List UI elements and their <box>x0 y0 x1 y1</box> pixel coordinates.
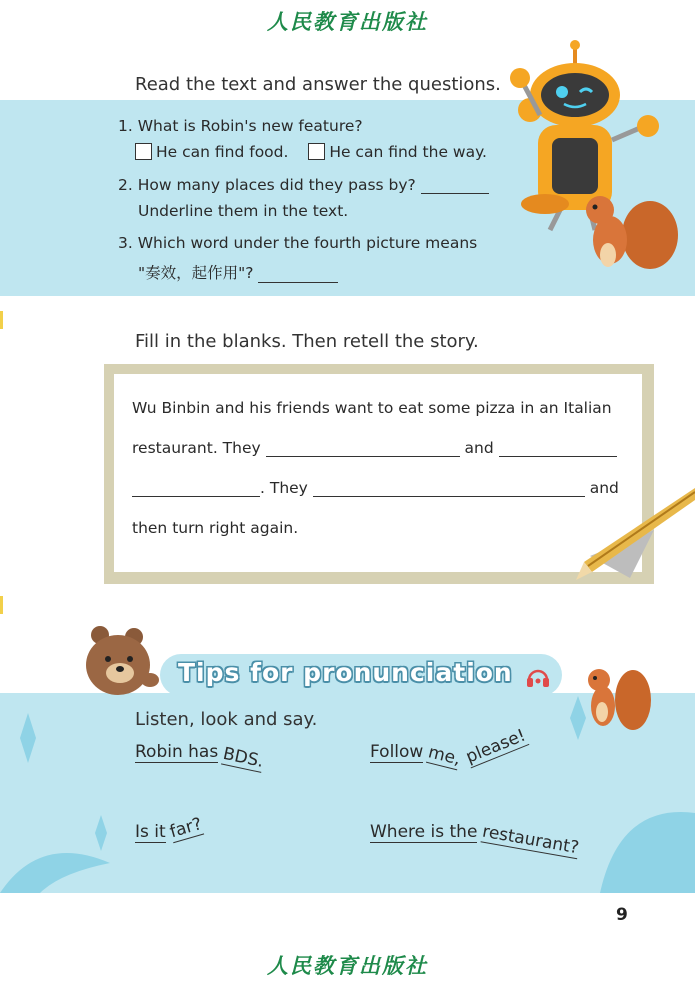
read-section-title: Read the text and answer the questions. <box>135 74 501 95</box>
publisher-header: 人民教育出版社 <box>267 9 428 34</box>
leaf-icon <box>600 812 695 893</box>
bear-icon <box>86 626 159 695</box>
edge-mark <box>0 311 3 329</box>
edge-mark <box>0 596 3 614</box>
robot-icon <box>510 40 659 230</box>
phrase-2-base: Follow <box>370 742 424 762</box>
squirrel-icon <box>588 669 651 730</box>
phrase-4 <box>370 821 581 859</box>
question-3-chinese: "奏效，起作用"? <box>138 264 254 282</box>
bear-illustration <box>80 625 160 700</box>
phrase-4-base: Where is the <box>370 822 478 842</box>
question-3: 3. Which word under the fourth picture means <box>118 234 478 252</box>
question-2 <box>118 176 489 194</box>
story-line-2 <box>132 439 617 457</box>
fill-section-title: Fill in the blanks. Then retell the story. <box>135 331 479 352</box>
story-blank-1[interactable] <box>266 442 460 457</box>
option-a-label: He can find food. <box>156 143 289 161</box>
story-line-2-mid: and <box>464 439 494 457</box>
option-b-label: He can find the way. <box>329 143 487 161</box>
question-3-line2 <box>138 261 338 283</box>
option-b-checkbox[interactable] <box>308 143 325 160</box>
phrase-1 <box>135 742 266 772</box>
phrase-2-mid: me, <box>425 742 463 770</box>
story-line-3-end: and <box>589 479 619 497</box>
leaf-icon <box>77 815 125 851</box>
phrase-3 <box>135 814 205 843</box>
phrase-1-base: Robin has <box>135 742 219 762</box>
question-2-answer-blank[interactable] <box>421 179 489 194</box>
story-line-3-mid: . They <box>260 479 308 497</box>
story-blank-2[interactable] <box>499 442 617 457</box>
squirrel-icon <box>586 196 678 269</box>
story-line-2-start: restaurant. They <box>132 439 261 457</box>
question-2-label: 2. How many places did they pass by? <box>118 176 416 194</box>
phrase-2 <box>370 725 529 770</box>
phrase-4-tail: restaurant? <box>480 821 581 859</box>
option-a-checkbox[interactable] <box>135 143 152 160</box>
squirrel-right-illustration <box>575 660 655 740</box>
headphones-icon[interactable] <box>525 664 551 690</box>
phrase-1-tail: BDS. <box>220 743 266 772</box>
story-blank-4[interactable] <box>313 482 585 497</box>
pencil-illustration <box>560 480 695 590</box>
question-2-line2: Underline them in the text. <box>138 202 349 220</box>
phrase-3-tail: far? <box>167 814 205 843</box>
question-1: 1. What is Robin's new feature? <box>118 117 363 135</box>
robot-squirrel-illustration <box>500 40 690 275</box>
story-line-4: then turn right again. <box>132 519 299 537</box>
tips-instruction: Listen, look and say. <box>135 709 318 730</box>
page-number: 9 <box>616 905 628 925</box>
story-blank-3[interactable] <box>132 482 260 497</box>
phrase-2-tail: please! <box>462 725 529 768</box>
story-line-1: Wu Binbin and his friends want to eat some pizza in an Italian <box>132 399 612 417</box>
question-3-answer-blank[interactable] <box>258 268 338 283</box>
question-1-options <box>135 143 487 161</box>
phrase-3-base: Is it <box>135 822 166 842</box>
leaf-icon <box>0 713 61 763</box>
publisher-footer: 人民教育出版社 <box>267 953 428 978</box>
leaf-icon <box>0 853 110 893</box>
tips-title: Tips for pronunciation <box>178 658 513 687</box>
story-line-3 <box>132 479 619 497</box>
